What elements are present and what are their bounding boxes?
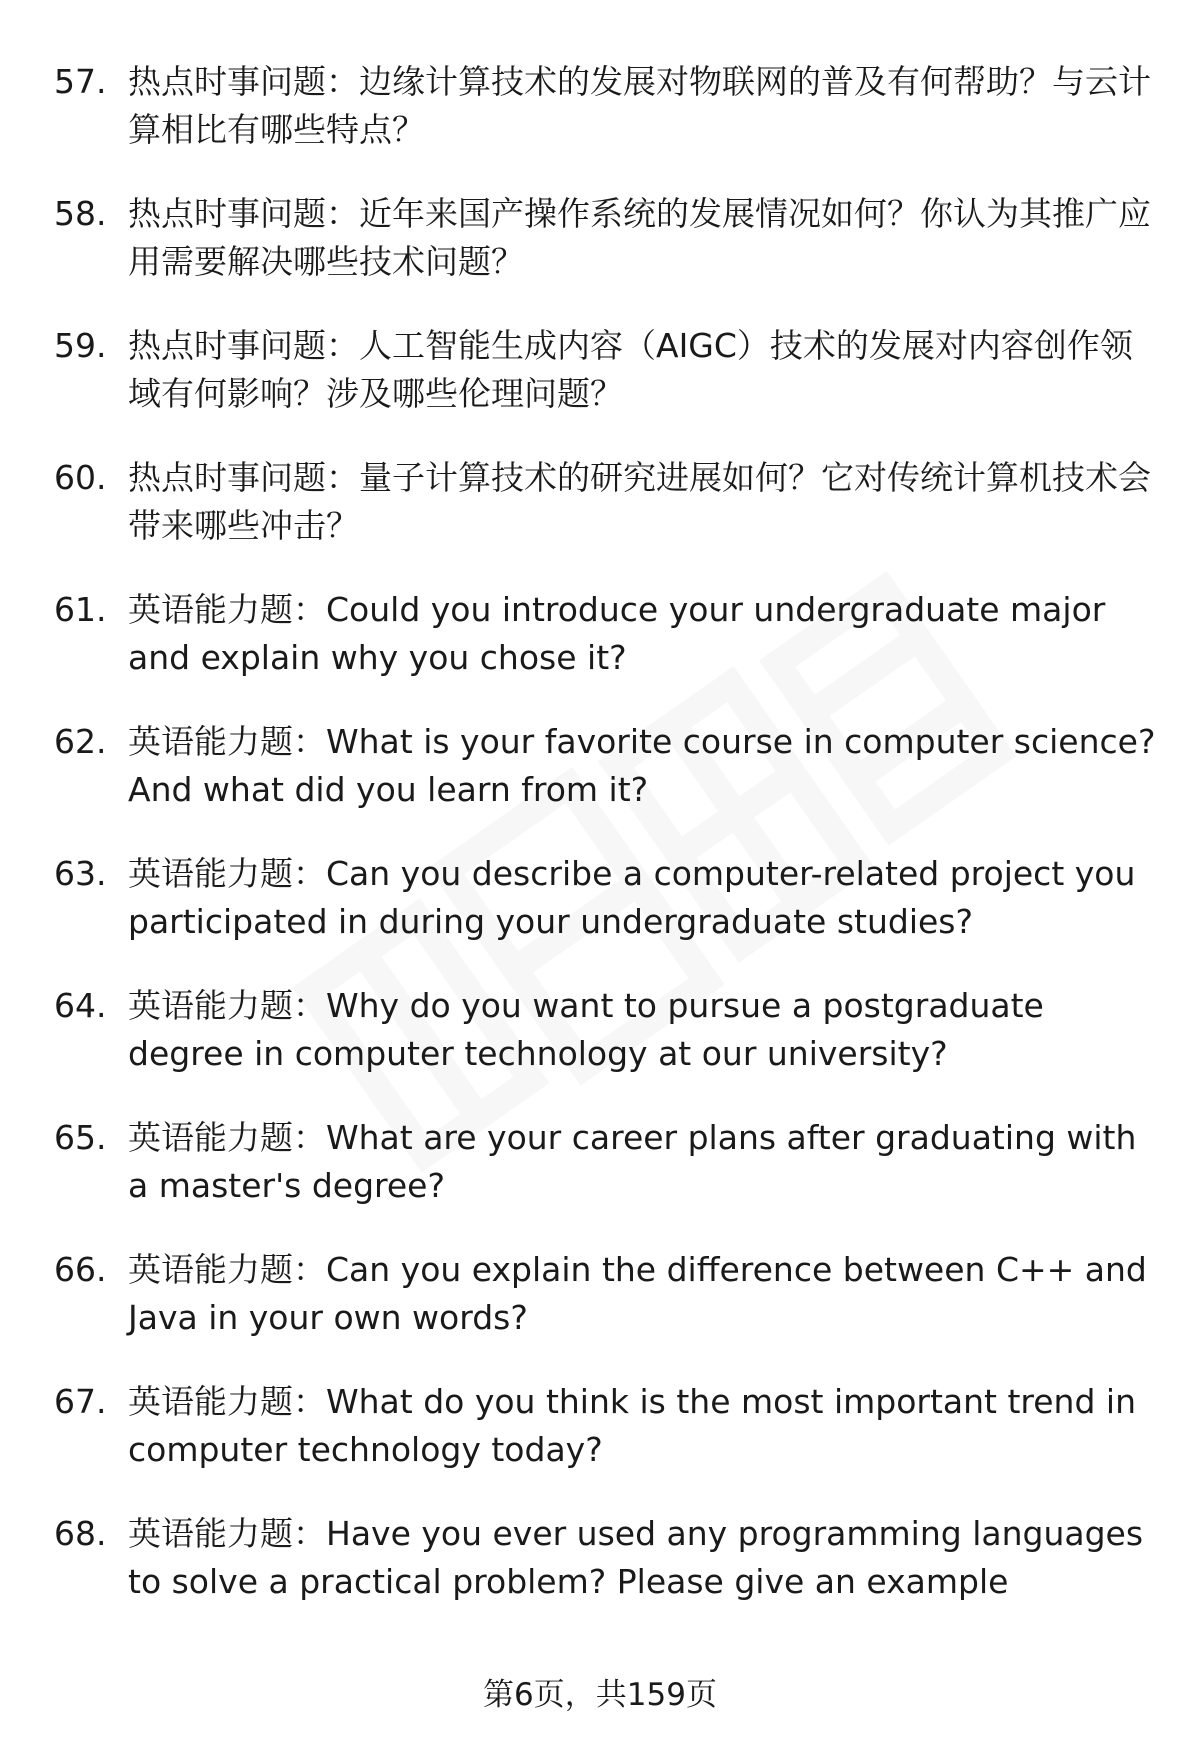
question-text: 热点时事问题：边缘计算技术的发展对物联网的普及有何帮助？与云计算相比有哪些特点？ xyxy=(128,62,1151,149)
question-item-63 xyxy=(0,850,1200,946)
question-number: 57. xyxy=(54,62,107,101)
question-text: 英语能力题：What do you think is the most important trend in computer technology today? xyxy=(128,1382,1136,1469)
question-item-61 xyxy=(0,586,1200,682)
question-number: 58. xyxy=(54,194,107,233)
question-item-66 xyxy=(0,1246,1200,1342)
question-text: 英语能力题：Why do you want to pursue a postgraduate degree in computer technology at our university? xyxy=(128,986,1044,1073)
question-item-67 xyxy=(0,1378,1200,1474)
question-number: 65. xyxy=(54,1118,107,1157)
question-number: 59. xyxy=(54,326,107,365)
question-text: 英语能力题：What are your career plans after graduating with a master's degree? xyxy=(128,1118,1137,1205)
question-number: 60. xyxy=(54,458,107,497)
question-number: 68. xyxy=(54,1514,107,1553)
question-item-60 xyxy=(0,454,1200,550)
question-text: 英语能力题：What is your favorite course in computer science? And what did you learn from it? xyxy=(128,722,1156,809)
question-item-57 xyxy=(0,58,1200,154)
question-number: 64. xyxy=(54,986,107,1025)
question-number: 67. xyxy=(54,1382,107,1421)
question-text: 英语能力题：Can you describe a computer-related project you participated in during your undergraduate studies? xyxy=(128,854,1136,941)
question-number: 66. xyxy=(54,1250,107,1289)
question-number: 61. xyxy=(54,590,107,629)
question-text: 英语能力题：Have you ever used any programming languages to solve a practical problem? Please give an example xyxy=(128,1514,1144,1601)
question-text: 热点时事问题：量子计算技术的研究进展如何？它对传统计算机技术会带来哪些冲击？ xyxy=(128,458,1151,545)
question-item-59 xyxy=(0,322,1200,418)
question-item-65 xyxy=(0,1114,1200,1210)
question-item-68 xyxy=(0,1510,1200,1654)
question-item-62 xyxy=(0,718,1200,814)
question-text: 热点时事问题：近年来国产操作系统的发展情况如何？你认为其推广应用需要解决哪些技术问题？ xyxy=(128,194,1151,281)
question-list xyxy=(0,58,1200,1654)
page-footer: 第6页，共159页 xyxy=(483,1677,717,1713)
question-text: 热点时事问题：人工智能生成内容（AIGC）技术的发展对内容创作领域有何影响？涉及哪些伦理问题？ xyxy=(128,326,1133,413)
question-number: 62. xyxy=(54,722,107,761)
question-item-58 xyxy=(0,190,1200,286)
question-number: 63. xyxy=(54,854,107,893)
question-text: 英语能力题：Could you introduce your undergraduate major and explain why you chose it? xyxy=(128,590,1106,677)
question-item-64 xyxy=(0,982,1200,1078)
question-text: 英语能力题：Can you explain the difference between C++ and Java in your own words? xyxy=(128,1250,1147,1337)
